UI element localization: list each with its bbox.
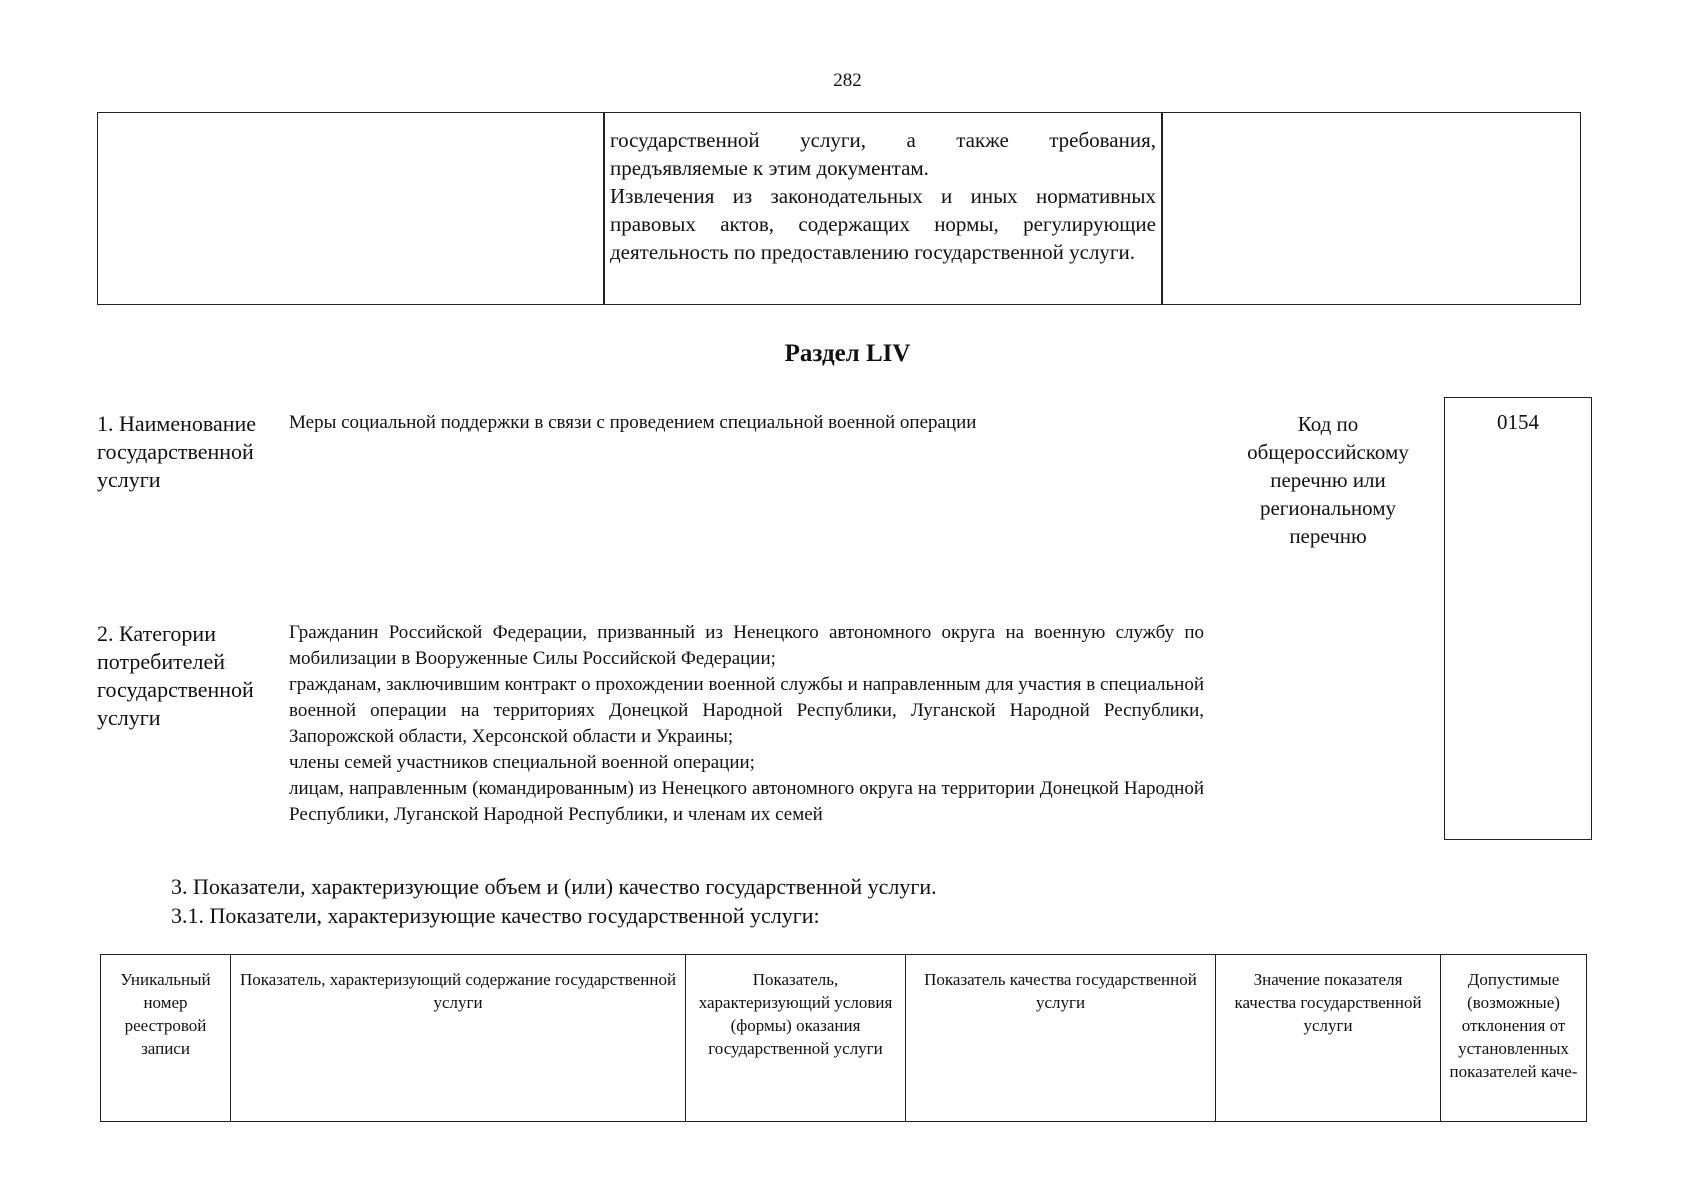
consumer-category: лицам, направленным (командированным) из Ненецкого автономного округа на территории Донецкой Народной Республики, Луганской Народной Республики, и членам их семей xyxy=(289,778,1204,825)
column-header: Допустимые (возможные) отклонения от установленных показателей каче- xyxy=(1441,955,1587,1122)
column-header: Значение показателя качества государственной услуги xyxy=(1216,955,1441,1122)
service-name-value: Меры социальной поддержки в связи с проведением специальной военной операции xyxy=(289,412,977,433)
code-label: Код по общероссийскому перечню или региональному перечню xyxy=(1247,412,1409,548)
indicators-line: 3. Показатели, характеризующие объем и (или) качество государственной услуги. xyxy=(171,874,937,899)
consumer-category: гражданам, заключившим контракт о прохождении военной службы и направленным для участия в специальной военной операции на территориях Донецкой Народной Республики, Луганской Народной Республики, Запорожской области, Херсонской области и Украины; xyxy=(289,674,1204,747)
table-column-divider xyxy=(603,113,605,304)
column-header: Показатель, характеризующий содержание государственной услуги xyxy=(231,955,686,1122)
column-header: Уникальный номер реестровой записи xyxy=(101,955,231,1122)
indicators-heading xyxy=(171,872,937,930)
quality-indicators-line: 3.1. Показатели, характеризующие качество государственной услуги: xyxy=(171,903,820,928)
column-header: Показатель, характеризующий условия (формы) оказания государственной услуги xyxy=(686,955,906,1122)
page-number: 282 xyxy=(833,70,862,91)
continuation-paragraph: государственной услуги, а также требования, предъявляемые к этим документам. xyxy=(610,128,1156,180)
code-box xyxy=(1444,397,1592,840)
service-name-label: 1. Наименование государственной услуги xyxy=(97,411,257,492)
column-header: Показатель качества государственной услуги xyxy=(906,955,1216,1122)
continuation-text xyxy=(610,126,1156,266)
consumer-categories-label: 2. Категории потребителей государственной услуги xyxy=(97,621,254,730)
quality-indicators-table xyxy=(100,954,1587,1122)
code-value: 0154 xyxy=(1497,410,1539,434)
continuation-table xyxy=(97,112,1581,305)
continuation-paragraph: Извлечения из законодательных и иных нормативных правовых актов, содержащих нормы, регулирующие деятельность по предоставлению государственной услуги. xyxy=(610,184,1156,264)
section-title: Раздел LIV xyxy=(784,340,911,367)
consumer-category: Гражданин Российской Федерации, призванный из Ненецкого автономного округа на военную службу по мобилизации в Вооруженные Силы Российской Федерации; xyxy=(289,622,1204,669)
consumer-categories-list xyxy=(289,620,1204,828)
table-header-row xyxy=(101,955,1587,1122)
consumer-category: члены семей участников специальной военной операции; xyxy=(289,752,755,773)
table-column-divider xyxy=(1161,113,1163,304)
